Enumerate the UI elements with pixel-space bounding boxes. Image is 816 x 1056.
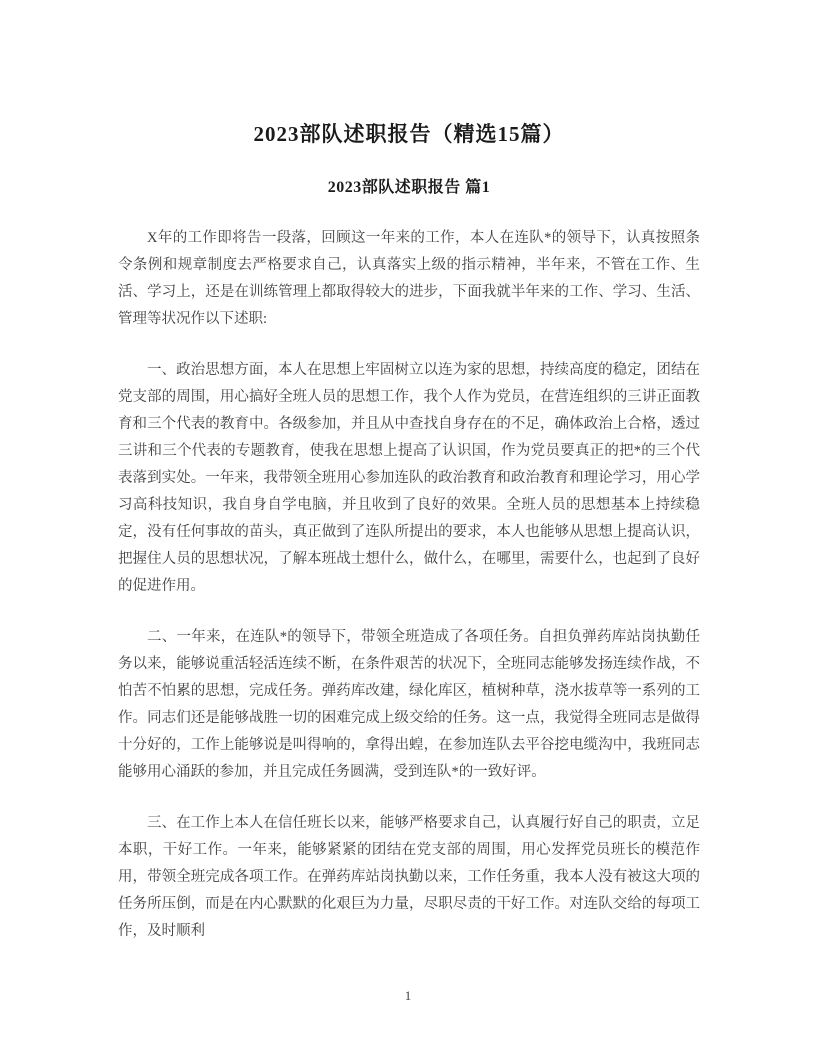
- paragraph-intro: X年的工作即将告一段落，回顾这一年来的工作，本人在连队*的领导下，认真按照条令条例和规章制度去严格要求自己，认真落实上级的指示精神，半年来，不管在工作、生活、学习上，还是在训练管理上都取得较大的进步，下面我就半年来的工作、学习、生活、管理等状况作以下述职:: [118, 230, 700, 327]
- section-title: 2023部队述职报告 篇1: [327, 179, 491, 196]
- paragraph-point-1: 一、政治思想方面，本人在思想上牢固树立以连为家的思想，持续高度的稳定，团结在党支部的周围，用心搞好全班人员的思想工作，我个人作为党员，在营连组织的三讲正面教育和三个代表的教育中。各级参加，并且从中查找自身存在的不足，确体政治上合格，透过三讲和三个代表的专题教育，使我在思想上提高了认识国，作为党员要真正的把*的三个代表落到实处。一年来，我带领全班用心参加连队的政治教育和政治教育和理论学习，用心学习高科技知识，我自身自学电脑，并且收到了良好的效果。全班人员的思想基本上持续稳定，没有任何事故的苗头，真正做到了连队所提出的要求，本人也能够从思想上提高认识，把握住人员的思想状况，了解本班战士想什么，做什么，在哪里，需要什么，也起到了良好的促进作用。: [118, 362, 700, 594]
- page-number: 1: [404, 988, 412, 1003]
- paragraph-point-2: 二、一年来，在连队*的领导下，带领全班造成了各项任务。自担负弹药库站岗执勤任务以来，能够说重活轻活连续不断，在条件艰苦的状况下，全班同志能够发扬连续作战，不怕苦不怕累的思想，完成任务。弹药库改建，绿化库区，植树种草，浇水拔草等一系列的工作。同志们还是能够战胜一切的困难完成上级交给的任务。这一点，我觉得全班同志是做得十分好的，工作上能够说是叫得响的，拿得出蝗，在参加连队去平谷挖电缆沟中，我班同志能够用心涌跃的参加，并且完成任务圆满，受到连队*的一致好评。: [118, 629, 700, 780]
- document-title: 2023部队述职报告（精选15篇）: [253, 122, 565, 146]
- paragraph-point-3: 三、在工作上本人在信任班长以来，能够严格要求自己，认真履行好自己的职责，立足本职，干好工作。一年来，能够紧紧的团结在党支部的周围，用心发挥党员班长的模范作用，带领全班完成各项工作。在弹药库站岗执勤以来，工作任务重，我本人没有被这大项的任务所压倒，而是在内心默默的化艰巨为力量，尽职尽责的干好工作。对连队交给的每项工作，及时顺利: [118, 815, 700, 939]
